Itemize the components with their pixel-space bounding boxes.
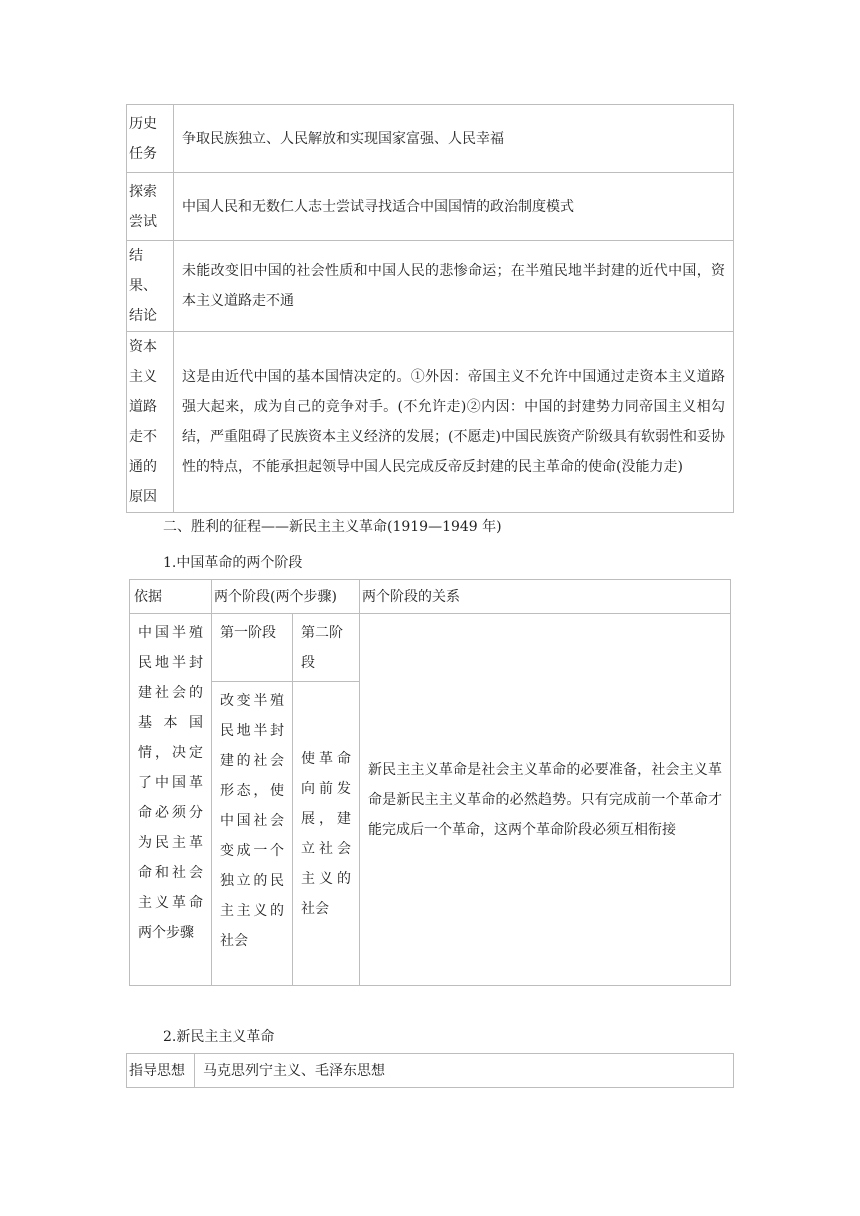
table-row xyxy=(127,1054,734,1088)
table-header-row xyxy=(130,580,731,614)
revolution-stages-table xyxy=(129,579,731,986)
stage-one-content: 改变半殖民地半封建的社会形态，使中国社会变成一个独立的民主主义的社会 xyxy=(212,682,293,986)
table-row xyxy=(127,241,734,332)
table-row xyxy=(130,614,731,682)
table-row xyxy=(127,332,734,513)
row-label: 资本主义道路走不通的原因 xyxy=(127,332,174,513)
header-basis: 依据 xyxy=(130,580,212,614)
row-label: 历史任务 xyxy=(127,105,174,173)
history-table xyxy=(126,104,734,513)
relation-cell: 新民主主义革命是社会主义革命的必要准备，社会主义革命是新民主主义革命的必然趋势。只有完成前一个革命才能完成后一个革命，这两个革命阶段必须互相衔接 xyxy=(360,614,731,986)
header-relation: 两个阶段的关系 xyxy=(360,580,731,614)
section-heading: 二、胜利的征程——新民主主义革命(1919—1949 年) xyxy=(163,519,502,535)
stage-one-label: 第一阶段 xyxy=(212,614,293,682)
stage-two-label: 第二阶段 xyxy=(293,614,360,682)
row-content: 这是由近代中国的基本国情决定的。①外因：帝国主义不允许中国通过走资本主义道路强大起来，成为自己的竞争对手。(不允许走)②内因：中国的封建势力同帝国主义相勾结，严重阻碍了民族资本主义经济的发展；(不愿走)中国民族资产阶级具有软弱性和妥协性的特点，不能承担起领导中国人民完成反帝反封建的民主革命的使命(没能力走) xyxy=(174,332,734,513)
subsection-heading: 1.中国革命的两个阶段 xyxy=(163,555,303,571)
row-label: 结果、结论 xyxy=(127,241,174,332)
stage-two-content: 使革命向前发展，建立社会主义的社会 xyxy=(293,682,360,986)
basis-cell: 中国半殖民地半封建社会的基本国情，决定了中国革命必须分为民主革命和社会主义革命两个步骤 xyxy=(130,614,212,986)
ideology-label: 指导思想 xyxy=(127,1054,195,1088)
row-content: 中国人民和无数仁人志士尝试寻找适合中国国情的政治制度模式 xyxy=(174,173,734,241)
row-content: 未能改变旧中国的社会性质和中国人民的悲惨命运；在半殖民地半封建的近代中国，资本主义道路走不通 xyxy=(174,241,734,332)
header-stages: 两个阶段(两个步骤) xyxy=(212,580,360,614)
guiding-ideology-table xyxy=(126,1053,734,1088)
table-row xyxy=(127,173,734,241)
row-label: 探索尝试 xyxy=(127,173,174,241)
row-content: 争取民族独立、人民解放和实现国家富强、人民幸福 xyxy=(174,105,734,173)
ideology-content: 马克思列宁主义、毛泽东思想 xyxy=(195,1054,734,1088)
subsection-heading: 2.新民主主义革命 xyxy=(163,1029,275,1045)
table-row xyxy=(127,105,734,173)
